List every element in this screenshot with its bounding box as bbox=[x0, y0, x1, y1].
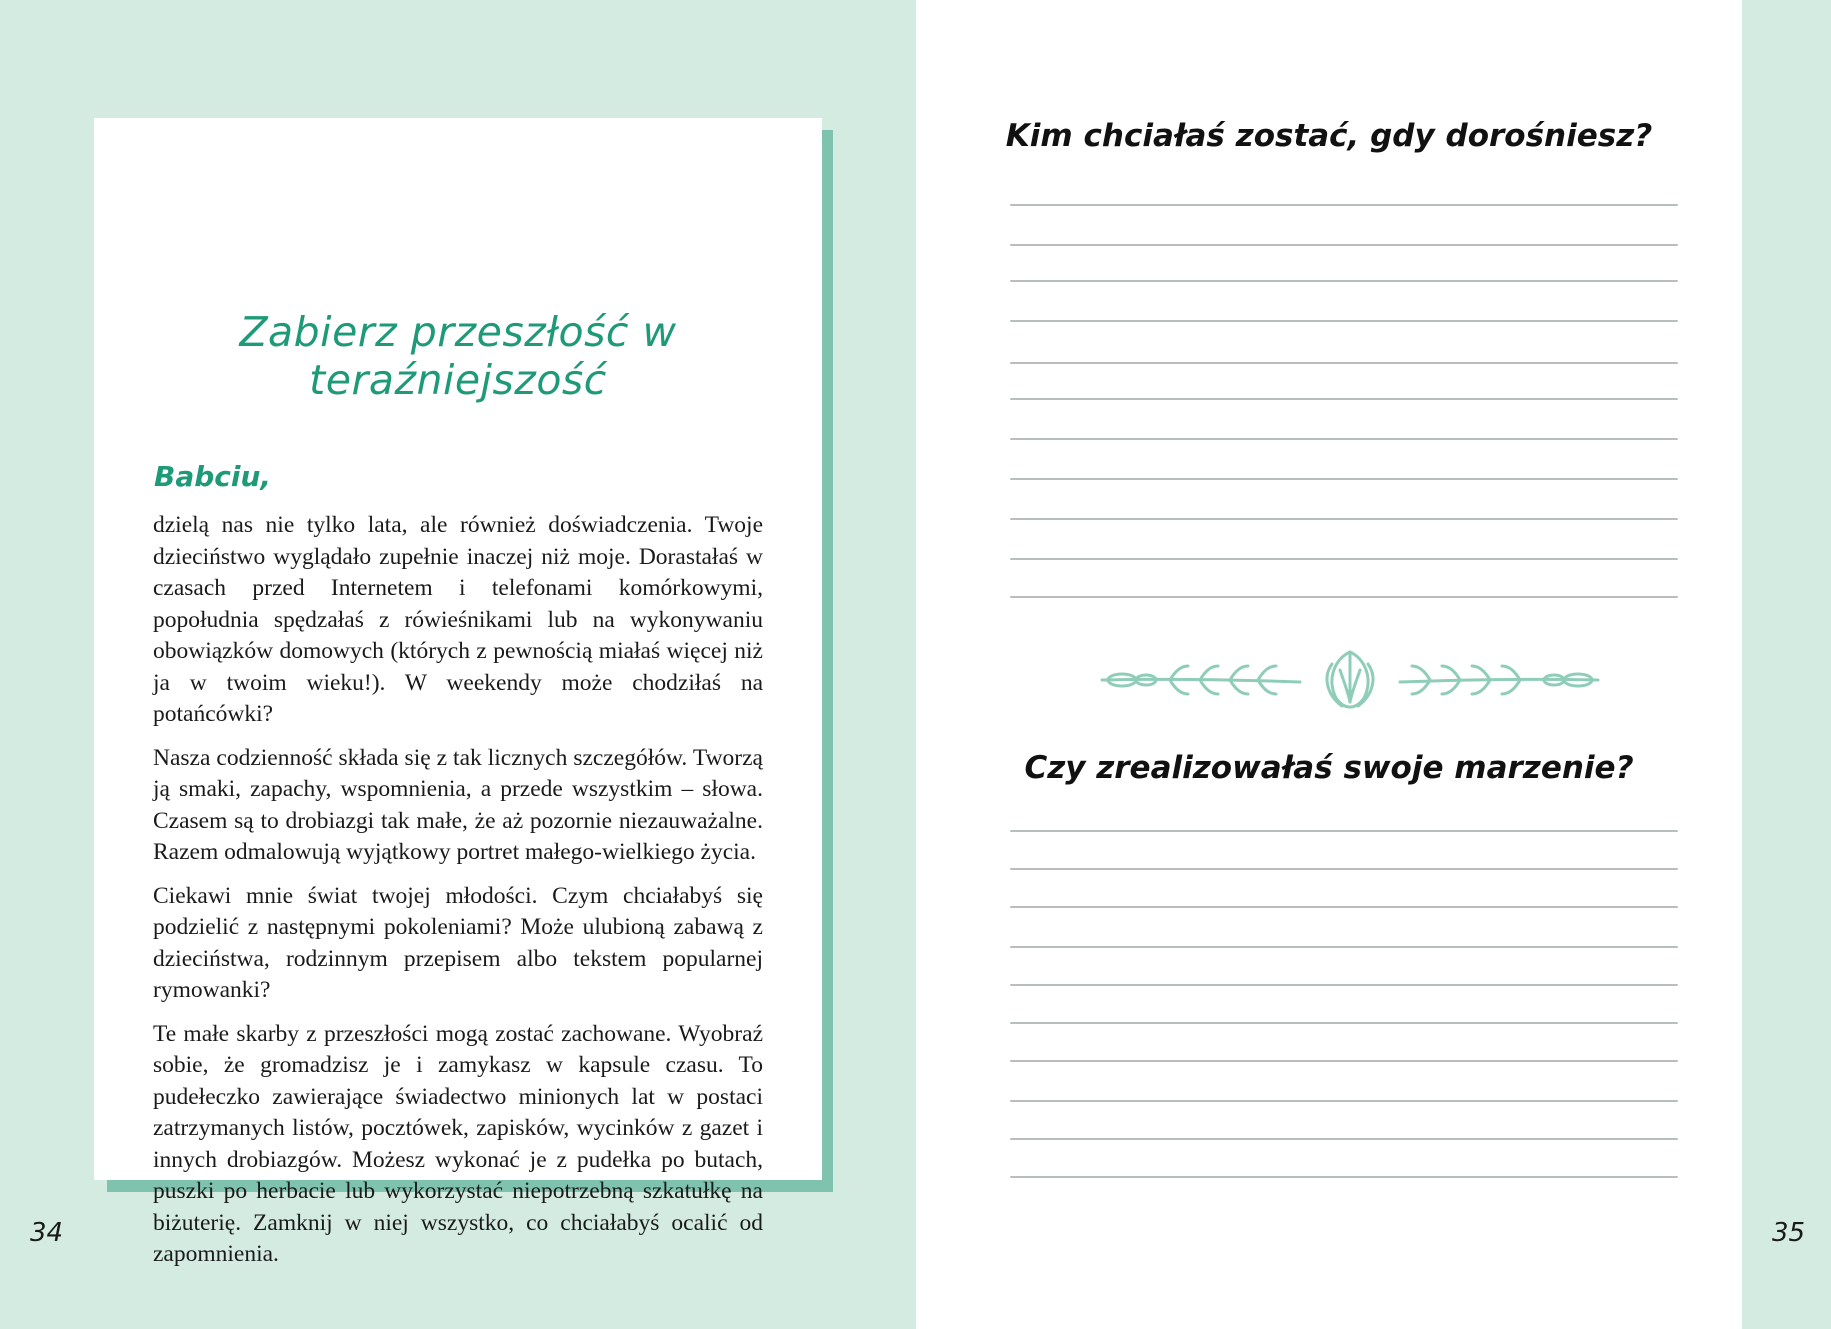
question-1: Kim chciałaś zostać, gdy dorośniesz? bbox=[1005, 118, 1653, 154]
writing-line bbox=[1010, 244, 1678, 246]
paragraph: Ciekawi mnie świat twojej młodości. Czym chciałabyś się podzielić z następnymi pokoleniami? Może ulubioną zabawą z dzieciństwa, rodzinnym przepisem albo tekstem popularnej rymowanki? bbox=[153, 882, 763, 1003]
question-2: Czy zrealizowałaś swoje marzenie? bbox=[1024, 750, 1634, 786]
floral-divider-icon bbox=[1100, 638, 1600, 718]
page-title: Zabierz przeszłość w teraźniejszość bbox=[239, 308, 677, 404]
writing-line bbox=[1010, 1022, 1678, 1024]
letter-greeting: Babciu, bbox=[154, 460, 272, 493]
writing-line bbox=[1010, 558, 1678, 560]
writing-line bbox=[1010, 398, 1678, 400]
writing-line bbox=[1010, 204, 1678, 206]
letter-card bbox=[94, 118, 822, 1267]
writing-line bbox=[1010, 518, 1678, 520]
writing-line bbox=[1010, 830, 1678, 832]
right-page-margin bbox=[1742, 0, 1831, 1329]
paragraph: Nasza codzienność składa się z tak licznych szczegółów. Tworzą ją smaki, zapachy, wspomnienia, a przede wszystkim – słowa. Czasem są to drobiazgi tak małe, że aż pozornie niezauważalne. Razem odmalowują wyjątkowy portret małego-wielkiego życia. bbox=[153, 744, 763, 865]
writing-line bbox=[1010, 1100, 1678, 1102]
writing-line bbox=[1010, 478, 1678, 480]
writing-line bbox=[1010, 984, 1678, 986]
writing-line bbox=[1010, 320, 1678, 322]
writing-line bbox=[1010, 906, 1678, 908]
writing-line bbox=[1010, 1138, 1678, 1140]
writing-line bbox=[1010, 596, 1678, 598]
page-number-right: 35 bbox=[1772, 1218, 1806, 1248]
page-number-left: 34 bbox=[30, 1218, 64, 1248]
writing-line bbox=[1010, 1176, 1678, 1178]
writing-line bbox=[1010, 438, 1678, 440]
paragraph: Te małe skarby z przeszłości mogą zostać zachowane. Wyobraź sobie, że gromadzisz je i zamykasz w kapsule czasu. To pudełeczko zawierające świadectwo minionych lat w postaci zatrzymanych listów, pocztówek, zapisków, wycinków z gazet i innych drobiazgów. Możesz wykonać je z pudełka po butach, puszki po herbacie lub wykorzystać niepotrzebną szkatułkę na biżuterię. Zamknij w niej wszystko, co chciałabyś ocalić od zapomnienia. bbox=[153, 1020, 763, 1267]
writing-line bbox=[1010, 362, 1678, 364]
writing-line bbox=[1010, 946, 1678, 948]
writing-line bbox=[1010, 1060, 1678, 1062]
writing-line bbox=[1010, 868, 1678, 870]
letter-body bbox=[153, 510, 763, 1283]
writing-line bbox=[1010, 280, 1678, 282]
paragraph: dzielą nas nie tylko lata, ale również doświadczenia. Twoje dzieciństwo wyglądało zupełnie inaczej niż moje. Dorastałaś w czasach przed Internetem i telefonami komórkowymi, popołudnia spędzałaś z rówieśnikami lub na wykonywaniu obowiązków domowych (których z pewnością miałaś więcej niż ja w twoim wieku!). W weekendy może chodziłaś na potańcówki? bbox=[153, 512, 763, 727]
